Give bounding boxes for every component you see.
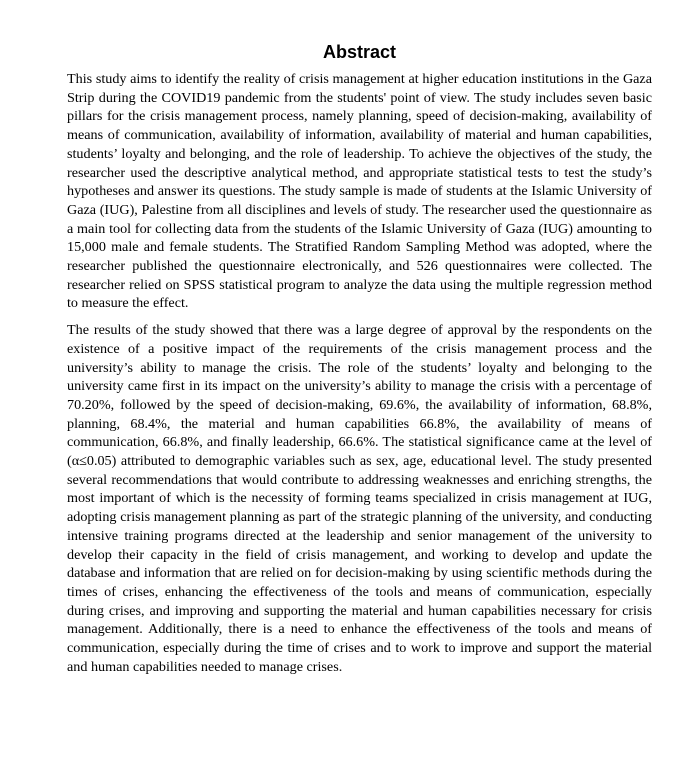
abstract-paragraph-2: The results of the study showed that there was a large degree of approval by the respondents on the existence of a positive impact of the requirements of the crisis management process and the university’s ability to manage the crisis. The role of the students’ loyalty and belonging to the university came first in its impact on the university’s ability to manage the crisis with a percentage of 70.20%, followed by the speed of decision-making, 69.6%, the availability of information, 68.8%, planning, 68.4%, the material and human capabilities 66.8%, the availability of means of communication, 66.8%, and finally leadership, 66.6%. The statistical significance came at the level of (α≤0.05) attributed to demographic variables such as sex, age, educational level. The study presented several recommendations that would contribute to addressing weaknesses and enriching strengths, the most important of which is the necessity of forming teams specialized in crisis management at IUG, adopting crisis management planning as part of the strategic planning of the university, and conducting intensive training programs directed at the leadership and senior management of the university to develop their capacity in the field of crisis management, and working to develop and update the database and information that are relied on for decision-making by using scientific methods during the times of crises, enhancing the effectiveness of the tools and means of communication, especially during crises, and improving and supporting the material and human capabilities necessary for crisis management. Additionally, there is a need to enhance the effectiveness of the tools and means of communication, especially during the time of crises and to work to improve and support the material and human capabilities needed to manage crises. xyxy=(67,322,652,675)
abstract-paragraph-1: This study aims to identify the reality of crisis management at higher education institutions in the Gaza Strip during the COVID19 pandemic from the students' point of view. The study includes seven basic pillars for the crisis management process, namely planning, speed of decision-making, availability of means of communication, availability of information, availability of material and human capabilities, students’ loyalty and belonging, and the role of leadership. To achieve the objectives of the study, the researcher used the descriptive analytical method, and appropriate statistical tests to test the study’s hypotheses and answer its questions. The study sample is made of students at the Islamic University of Gaza (IUG), Palestine from all disciplines and levels of study. The researcher used the questionnaire as a main tool for collecting data from the students of the Islamic University of Gaza (IUG) amounting to 15,000 male and female students. The Stratified Random Sampling Method was adopted, where the researcher published the questionnaire electronically, and 526 questionnaires were collected. The researcher relied on SPSS statistical program to analyze the data using the multiple regression method to measure the effect. xyxy=(67,71,652,312)
abstract-section xyxy=(67,40,652,677)
abstract-title: Abstract xyxy=(322,42,397,62)
